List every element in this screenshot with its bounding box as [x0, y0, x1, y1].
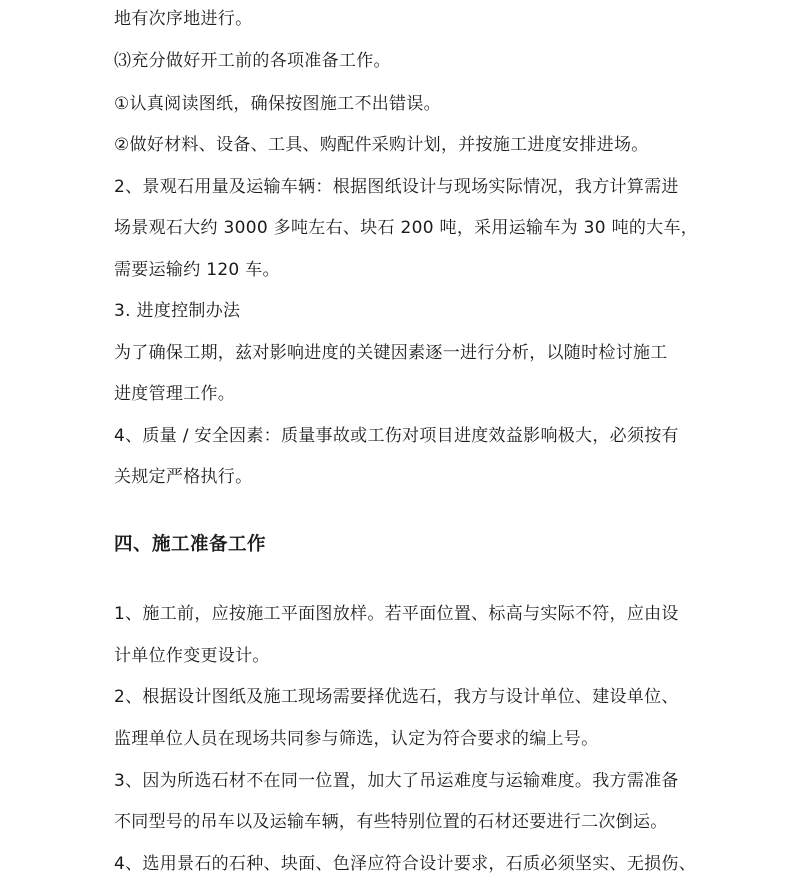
paragraph-line: 需要运输约 120 车。 — [114, 260, 280, 280]
paragraph-line: 进度管理工作。 — [114, 384, 236, 404]
paragraph-line: 计单位作变更设计。 — [114, 646, 270, 666]
paragraph-line: ⑶充分做好开工前的各项准备工作。 — [114, 51, 391, 71]
paragraph-line: 3. 进度控制办法 — [114, 301, 241, 321]
paragraph-line: ①认真阅读图纸，确保按图施工不出错误。 — [114, 94, 441, 114]
paragraph-line: ②做好材料、设备、工具、购配件采购计划，并按施工进度安排进场。 — [114, 135, 649, 155]
paragraph-line: 监理单位人员在现场共同参与筛选，认定为符合要求的编上号。 — [114, 729, 599, 749]
paragraph-line: 为了确保工期，兹对影响进度的关键因素逐一进行分析，以随时检讨施工 — [114, 343, 668, 363]
paragraph-line: 关规定严格执行。 — [114, 467, 253, 487]
paragraph-line: 3、因为所选石材不在同一位置，加大了吊运难度与运输难度。我方需准备 — [114, 771, 679, 791]
paragraph-line: 场景观石大约 3000 多吨左右、块石 200 吨，采用运输车为 30 吨的大车， — [114, 218, 699, 238]
paragraph-line: 2、根据设计图纸及施工现场需要择优选石，我方与设计单位、建设单位、 — [114, 687, 679, 707]
paragraph-line: 1、施工前，应按施工平面图放样。若平面位置、标高与实际不符，应由设 — [114, 604, 679, 624]
paragraph-line: 4、选用景石的石种、块面、色泽应符合设计要求，石质必须坚实、无损伤、 — [114, 854, 697, 874]
paragraph-line: 2、景观石用量及运输车辆：根据图纸设计与现场实际情况，我方计算需进 — [114, 177, 679, 197]
section-heading: 四、施工准备工作 — [114, 534, 267, 555]
paragraph-line: 不同型号的吊车以及运输车辆，有些特别位置的石材还要进行二次倒运。 — [114, 812, 668, 832]
paragraph-line: 4、质量 / 安全因素：质量事故或工伤对项目进度效益影响极大，必须按有 — [114, 426, 679, 446]
paragraph-line: 地有次序地进行。 — [114, 9, 253, 29]
